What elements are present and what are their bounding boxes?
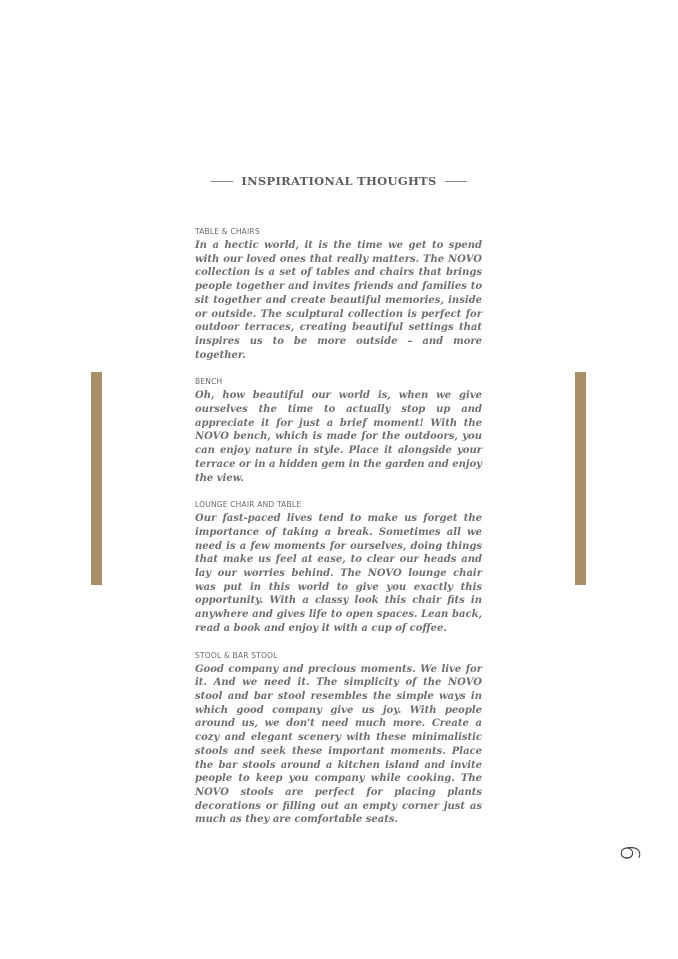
section-body: Oh, how beautiful our world is, when we give ourselves the time to actually stop up and appreciate it for just a brief moment! With the NOVO bench, which is made for the outdoors, you can enjoy nature in style. Place it alongside your terrace or in a hidden gem in the garden and enjoy the view.: [195, 390, 482, 484]
section-table-chairs: [195, 227, 482, 362]
title-rule-right: [445, 181, 467, 182]
decorative-bar-left: [91, 372, 102, 585]
section-heading: TABLE & CHAIRS: [195, 227, 260, 236]
content-column: [195, 227, 482, 842]
section-heading: STOOL & BAR STOOL: [195, 650, 278, 660]
section-lounge-chair-table: [195, 500, 482, 635]
section-body: Good company and precious moments. We live for it. And we need it. The simplicity of the NOVO stool and bar stool resembles the simple ways in which good company give us joy. With people around us, we don't need much more. Create a cozy and elegant scenery with these minimalistic stools and seek these important moments. Place the bar stools around a kitchen island and invite people to keep you company while cooking. The NOVO stools are perfect for placing plants decorations or filling out an empty corner just as much as they are comfortable seats.: [195, 663, 482, 826]
decorative-bar-right: [575, 372, 586, 585]
title-rule-left: [211, 181, 233, 182]
section-heading: BENCH: [195, 377, 223, 387]
section-body: Our fast-paced lives tend to make us forget the importance of taking a break. Sometimes all we need is a few moments for ourselves, doing things that make us feel at ease, to clear our heads and lay our worries behind. The NOVO lounge chair was put in this world to give you exactly this opportunity. With a classy look this chair fits in anywhere and gives life to open spaces. Lean back, read a book and enjoy it with a cup of coffee.: [195, 513, 482, 634]
section-body: In a hectic world, it is the time we get to spend with our loved ones that really matters. The NOVO collection is a set of tables and chairs that brings people together and invites friends and families to sit together and create beautiful memories, inside or outside. The sculptural collection is perfect for outdoor terraces, creating beautiful settings that inspires us to be more outside – and more together.: [195, 240, 482, 361]
page-title-text: INSPIRATIONAL THOUGHTS: [241, 174, 437, 188]
page-title: [0, 174, 678, 188]
section-bench: [195, 377, 482, 485]
page-number: 9: [617, 844, 647, 862]
section-heading: LOUNGE CHAIR AND TABLE: [195, 500, 302, 510]
section-stool-bar-stool: [195, 651, 482, 827]
